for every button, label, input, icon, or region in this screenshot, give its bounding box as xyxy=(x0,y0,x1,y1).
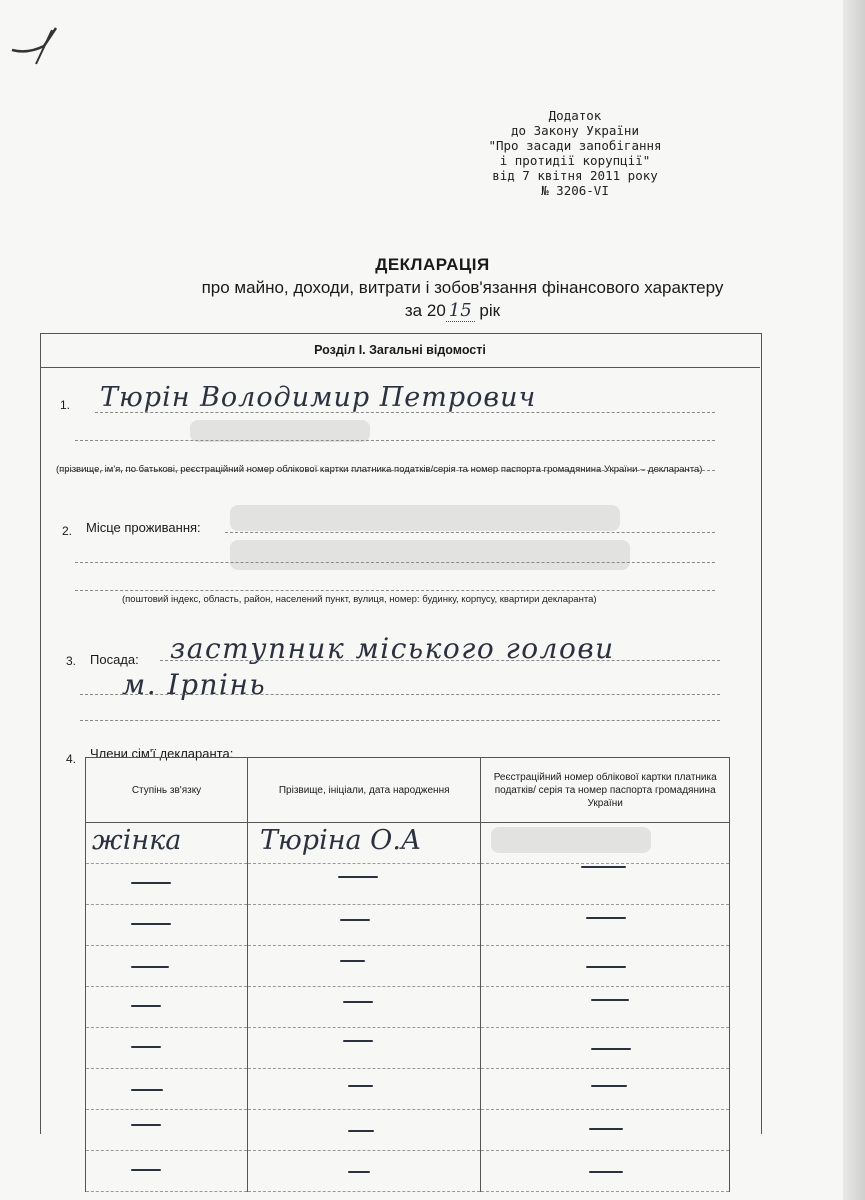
table-row xyxy=(86,823,730,864)
fill-line xyxy=(95,412,715,413)
column-header: Реєстраційний номер облікової картки платника податків/ серія та номер паспорта громадянина України xyxy=(481,758,730,823)
redacted-area xyxy=(190,420,370,442)
fill-line xyxy=(225,532,715,533)
fill-line xyxy=(80,720,720,721)
empty-dash xyxy=(340,960,365,962)
annex-block xyxy=(440,108,710,198)
table-cell xyxy=(248,1069,481,1110)
declaration-year xyxy=(20,300,865,321)
annex-line: до Закону України xyxy=(511,123,639,138)
empty-dash xyxy=(589,1128,623,1130)
table-cell xyxy=(481,905,730,946)
relation-handwritten: жінка xyxy=(92,825,182,856)
table-row xyxy=(86,1028,730,1069)
item-4-number: 4. xyxy=(66,752,77,766)
year-prefix: за 20 xyxy=(404,301,446,320)
table-cell xyxy=(248,1151,481,1192)
empty-dash xyxy=(131,1046,161,1048)
fill-line xyxy=(75,562,715,563)
table-cell xyxy=(481,823,730,864)
empty-dash xyxy=(131,1089,163,1091)
table-cell xyxy=(481,1151,730,1192)
table-row xyxy=(86,1069,730,1110)
empty-dash xyxy=(591,1048,631,1050)
fill-line xyxy=(160,660,720,661)
table-cell xyxy=(248,946,481,987)
table-cell xyxy=(481,864,730,905)
table-cell xyxy=(86,864,248,905)
table-cell xyxy=(86,1151,248,1192)
table-row xyxy=(86,1110,730,1151)
corner-checkmark xyxy=(8,20,68,70)
table-row xyxy=(86,987,730,1028)
table-row xyxy=(86,946,730,987)
table-cell xyxy=(86,1028,248,1069)
residence-label: Місце проживання: xyxy=(86,520,201,535)
column-header: Ступінь зв'язку xyxy=(86,758,248,823)
redacted-area xyxy=(230,540,630,570)
table-row xyxy=(86,864,730,905)
column-header: Прізвище, ініціали, дата народження xyxy=(248,758,481,823)
table-cell xyxy=(248,1028,481,1069)
redacted-area xyxy=(491,827,651,853)
item-1-caption: (прізвище, ім'я, по батькові, реєстраційний номер облікової картки платника податків/серія та номер паспорта громадянина України – декларанта) xyxy=(56,464,703,475)
declarant-name-handwritten: Тюрін Володимир Петрович xyxy=(100,382,537,413)
family-label: Члени сім'ї декларанта: xyxy=(90,746,234,761)
empty-dash xyxy=(343,1001,373,1003)
empty-dash xyxy=(348,1130,374,1132)
table-cell xyxy=(248,987,481,1028)
table-cell xyxy=(86,1069,248,1110)
table-cell xyxy=(248,905,481,946)
table-cell xyxy=(86,987,248,1028)
item-1-number: 1. xyxy=(60,398,71,412)
position-label: Посада: xyxy=(90,652,139,667)
section-title: Розділ I. Загальні відомості xyxy=(40,333,760,368)
table-cell xyxy=(248,823,481,864)
empty-dash xyxy=(131,923,171,925)
empty-dash xyxy=(338,876,378,878)
redacted-area xyxy=(230,505,620,531)
item-3-number: 3. xyxy=(66,654,77,668)
empty-dash xyxy=(131,882,171,884)
empty-dash xyxy=(131,1005,161,1007)
empty-dash xyxy=(131,1169,161,1171)
table-cell xyxy=(481,987,730,1028)
annex-line: Додаток xyxy=(548,108,602,123)
annex-line: і протидії корупції" xyxy=(499,153,651,168)
empty-dash xyxy=(131,966,169,968)
fill-line xyxy=(75,590,715,591)
position-handwritten: заступник міського голови xyxy=(170,632,615,665)
member-name-handwritten: Тюріна О.А xyxy=(260,825,422,856)
empty-dash xyxy=(591,999,629,1001)
table-cell xyxy=(248,1110,481,1151)
document-title: ДЕКЛАРАЦІЯ xyxy=(375,255,490,274)
table-cell xyxy=(86,1110,248,1151)
empty-dash xyxy=(591,1085,627,1087)
empty-dash xyxy=(340,919,370,921)
empty-dash xyxy=(343,1040,373,1042)
fill-line xyxy=(80,694,720,695)
table-cell xyxy=(481,946,730,987)
empty-dash xyxy=(348,1085,373,1087)
document-subtitle: про майно, доходи, витрати і зобов'язання фінансового характеру xyxy=(201,278,724,297)
table-cell xyxy=(86,823,248,864)
table-cell xyxy=(481,1110,730,1151)
year-handwritten: 15 xyxy=(446,300,475,322)
empty-dash xyxy=(581,866,626,868)
annex-line: № 3206-VI xyxy=(541,183,609,198)
family-table xyxy=(85,757,730,1192)
table-cell xyxy=(248,864,481,905)
table-cell xyxy=(481,1069,730,1110)
empty-dash xyxy=(131,1124,161,1126)
item-2-number: 2. xyxy=(62,524,73,538)
table-row xyxy=(86,905,730,946)
table-row xyxy=(86,1151,730,1192)
table-cell xyxy=(86,905,248,946)
table-cell xyxy=(86,946,248,987)
empty-dash xyxy=(348,1171,370,1173)
year-suffix: рік xyxy=(479,301,501,320)
item-2-caption: (поштовий індекс, область, район, населений пункт, вулиця, номер: будинку, корпусу, квартири декларанта) xyxy=(122,594,597,605)
fill-line xyxy=(75,440,715,441)
empty-dash xyxy=(589,1171,623,1173)
annex-line: "Про засади запобігання xyxy=(488,138,662,153)
annex-line: від 7 квітня 2011 року xyxy=(492,168,658,183)
table-cell xyxy=(481,1028,730,1069)
city-handwritten: м. Ірпінь xyxy=(122,668,267,701)
empty-dash xyxy=(586,966,626,968)
empty-dash xyxy=(586,917,626,919)
paper-edge xyxy=(843,0,865,1200)
